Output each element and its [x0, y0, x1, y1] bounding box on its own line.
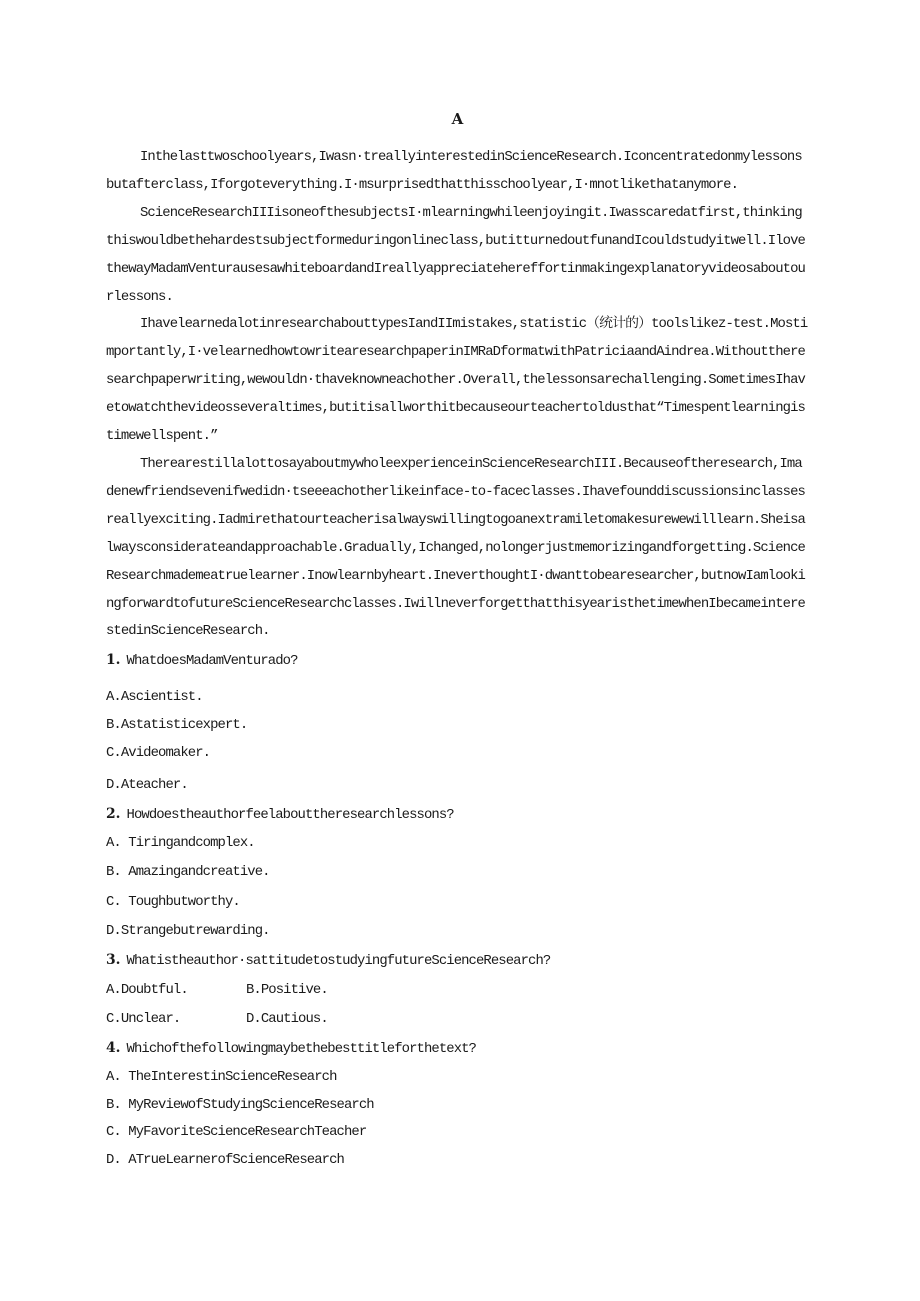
- option: D.Ateacher.: [106, 777, 188, 793]
- option: C.Avideomaker.: [106, 745, 211, 761]
- option: D. ATrueLearnerofScienceResearch: [106, 1152, 344, 1168]
- option: A. TheInterestinScienceResearch: [106, 1069, 337, 1085]
- option: B.Astatisticexpert.: [106, 717, 248, 733]
- option: B.Positive.: [246, 982, 328, 998]
- option: D.Cautious.: [246, 1011, 328, 1027]
- option: A.Doubtful.: [106, 982, 188, 998]
- option: D.Strangebutrewarding.: [106, 923, 270, 939]
- question-text: Whatistheauthor·sattitudetostudyingfutureScienceResearch?: [126, 953, 551, 969]
- question-2: [106, 806, 454, 823]
- passage-paragraph: ScienceResearchIIIisoneofthesubjectsI·mlearningwhileenjoyingit.Iwasscaredatfirst,thinkingthiswouldbethehardestsubjectformeduringonlineclass,butitturnedoutfunandIcouldstudyitwell.IlovethewayMadamVenturausesawhiteboardandIreallyappreciatehereffortinmakingexplanatoryvideosaboutourlessons.: [106, 204, 805, 305]
- question-number: 2.: [106, 806, 121, 822]
- question-4: [106, 1040, 476, 1057]
- option: C. MyFavoriteScienceResearchTeacher: [106, 1124, 367, 1140]
- option: A. Tiringandcomplex.: [106, 835, 255, 851]
- option: B. MyReviewofStudyingScienceResearch: [106, 1097, 374, 1113]
- question-number: 1.: [106, 652, 121, 668]
- option: C. Toughbutworthy.: [106, 894, 240, 910]
- question-text: WhatdoesMadamVenturado?: [126, 653, 298, 669]
- option: A.Ascientist.: [106, 689, 203, 705]
- reading-passage: [106, 144, 808, 646]
- question-text: Whichofthefollowingmaybethebesttitleforthetext?: [126, 1041, 476, 1057]
- passage-paragraph: TherearestillalottosayaboutmywholeexperienceinScienceResearchIII.Becauseoftheresearch,Imadenewfriendsevenifwedidn·tseeeachotherlikeinface-to-faceclasses.Ihavefounddiscussionsinclassesreallyexciting.Iadmirethatourteacherisalwayswillingtogoanextramiletomakesurewewilllearn.Sheisalwaysconsiderateandapproachable.Gradually,Ichanged,nolongerjustmemorizingandforgetting.ScienceResearchmademeatruelearner.Inowlearnbyheart.IneverthoughtI·dwanttobearesearcher,butnowIamlookingforwardtofutureScienceResearchclasses.IwillneverforgetthatthisyearisthetimewhenIbecameinterestedinScienceResearch.: [106, 455, 805, 640]
- question-number: 3.: [106, 952, 121, 968]
- passage-paragraph: IhavelearnedalotinresearchabouttypesIandIImistakes,statistic（统计的）toolslikez-test.Mostimportantly,I·velearnedhowtowritearesearchpaperinIMRaDformatwithPatriciaandAindrea.Withouttheresearchpaperwriting,wewouldn·thaveknowneachother.Overall,thelessonsarechallenging.SometimesIhavetowatchthevideosseveraltimes,butitisallworthitbecauseourteachertoldusthat“Timespentlearningistimewellspent.”: [106, 316, 808, 445]
- section-title: A: [451, 110, 464, 128]
- question-text: Howdoestheauthorfeelabouttheresearchlessons?: [126, 807, 454, 823]
- question-number: 4.: [106, 1040, 121, 1056]
- option: C.Unclear.: [106, 1011, 181, 1027]
- passage-paragraph: Inthelasttwoschoolyears,Iwasn·treallyinterestedinScienceResearch.Iconcentratedonmylessonsbutafterclass,Iforgoteverything.I·msurprisedthatthisschoolyear,I·mnotlikethatanymore.: [106, 149, 802, 193]
- question-3: [106, 952, 550, 969]
- question-1: [106, 652, 298, 669]
- option: B. Amazingandcreative.: [106, 864, 270, 880]
